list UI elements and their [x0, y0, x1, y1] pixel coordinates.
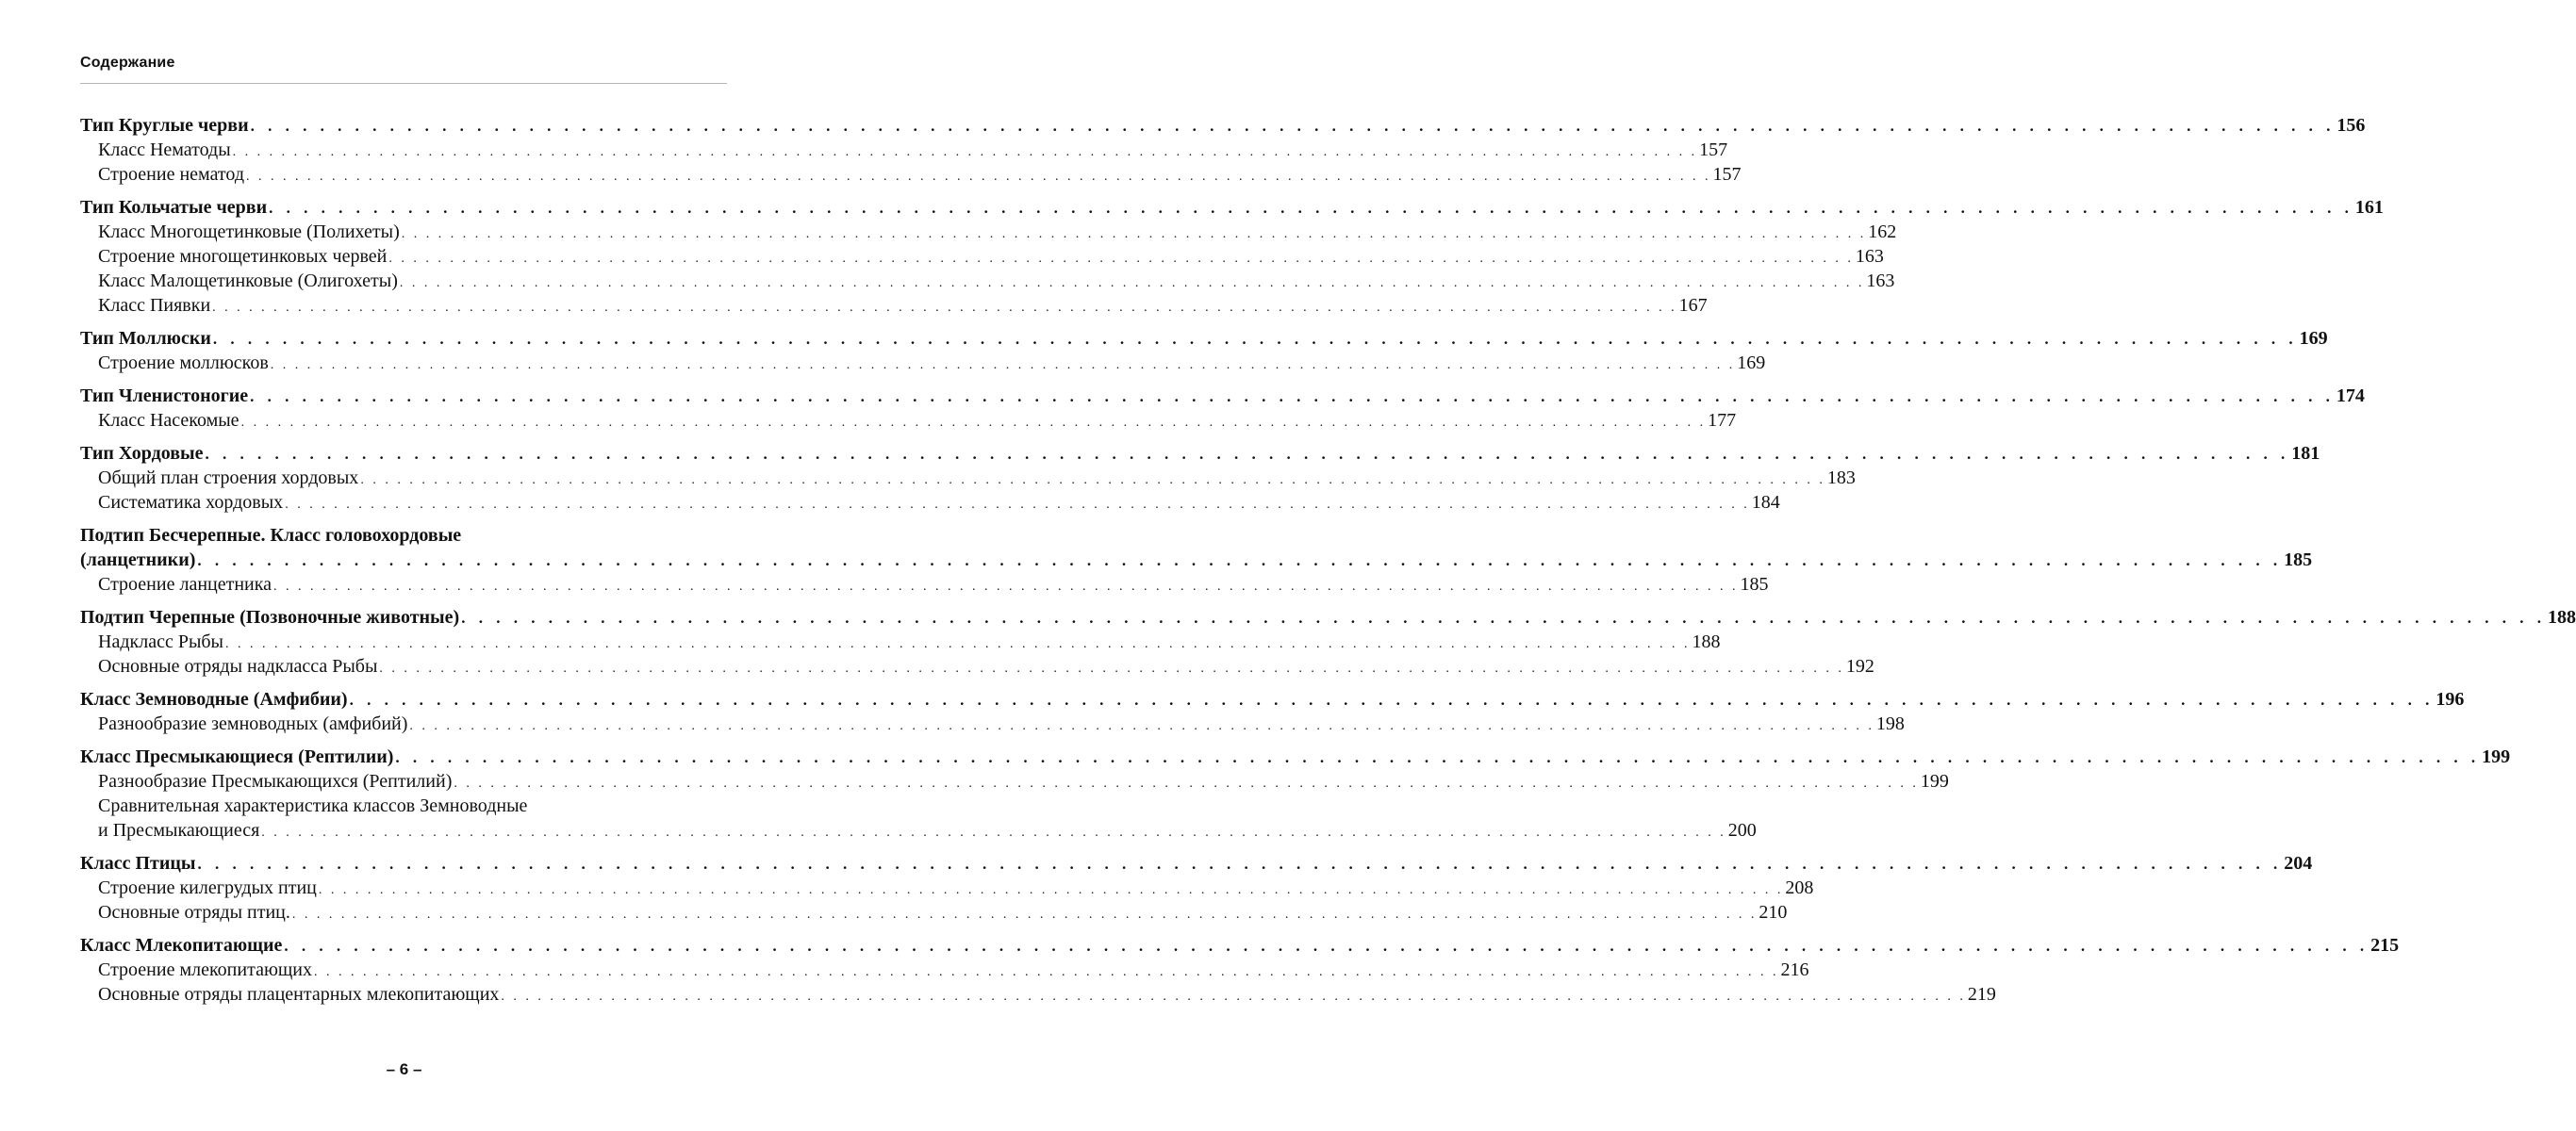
dot-leader: . . . . . . . . . . . . . . . . . . . . . . . . . . . . . . . . . . . . . . . . . . . . . . . . . . . . . . . . . . . . . . . . . . . . . . . . . . . . . . . . . . . . . . . . . . . . . . . . . . . . . . . . . . . . . . . . . . . . . . . .	[261, 826, 1726, 840]
toc-entry-label: Класс Нематоды	[98, 139, 231, 160]
toc-heading-label: Класс Земноводные (Амфибии)	[80, 689, 348, 710]
toc-entry[interactable]	[80, 269, 1895, 293]
dot-leader: . . . . . . . . . . . . . . . . . . . . . . . . . . . . . . . . . . . . . . . . . . . . . . . . . . . . . . . . . . . . . . . . . . . . . . . . . . . . . . . . . . . . . . . . . . . . . . . . . . . . . . . . . . . . . . . . . . . . . . . .	[461, 609, 2546, 627]
toc-entry-label: Класс Насекомые	[98, 410, 239, 431]
toc-heading[interactable]	[80, 195, 2384, 220]
toc-entry-label: Систематика хордовых	[98, 492, 284, 513]
toc-heading-label: Тип Моллюски	[80, 328, 211, 349]
dot-leader: . . . . . . . . . . . . . . . . . . . . . . . . . . . . . . . . . . . . . . . . . . . . . . . . . . . . . . . . . . . . . . . . . . . . . . . . . . . . . . . . . . . . . . . . . . . . . . . . . . . . . . . . . . . . . . . . . . . . . . . .	[409, 719, 1874, 733]
page-ref: 169	[2299, 328, 2328, 349]
toc-section	[80, 933, 2400, 1007]
page-ref: 188	[1692, 631, 1721, 652]
toc-entry[interactable]	[80, 876, 1814, 900]
page-ref: 169	[1737, 352, 1766, 373]
dot-leader: . . . . . . . . . . . . . . . . . . . . . . . . . . . . . . . . . . . . . . . . . . . . . . . . . . . . . . . . . . . . . . . . . . . . . . . . . . . . . . . . . . . . . . . . . . . . . . . . . . . . . . . . . . . . . . . . . . . . . . . .	[388, 252, 1854, 266]
dot-leader: . . . . . . . . . . . . . . . . . . . . . . . . . . . . . . . . . . . . . . . . . . . . . . . . . . . . . . . . . . . . . . . . . . . . . . . . . . . . . . . . . . . . . . . . . . . . . . . . . . . . . . . . . . . . . . . . . . . . . . . .	[314, 965, 1779, 979]
toc-entry-label: Класс Многощетинковые (Полихеты)	[98, 221, 400, 242]
toc-heading-label: Тип Круглые черви	[80, 115, 249, 136]
toc-entry-label: Класс Пиявки	[98, 295, 211, 316]
toc-entry-label: Строение нематод	[98, 164, 244, 185]
toc-section	[80, 605, 2576, 679]
toc-heading[interactable]	[80, 933, 2400, 958]
toc-section	[80, 745, 2511, 843]
toc-section	[80, 523, 2313, 597]
toc-entry[interactable]	[80, 244, 1884, 269]
page-ref: 198	[1875, 713, 1905, 734]
toc-entry-label: Строение моллюсков	[98, 352, 269, 373]
toc-entry-label: Разнообразие земноводных (амфибий)	[98, 713, 408, 734]
toc-heading[interactable]	[80, 113, 2366, 138]
toc-entry[interactable]	[80, 490, 1780, 515]
dot-leader: . . . . . . . . . . . . . . . . . . . . . . . . . . . . . . . . . . . . . . . . . . . . . . . . . . . . . . . . . . . . . . . . . . . . . . . . . . . . . . . . . . . . . . . . . . . . . . . . . . . . . . . . . . . . . . . . . . . . . . . .	[232, 145, 1698, 159]
toc-heading[interactable]	[80, 548, 2313, 572]
toc-entry-label: Разнообразие Пресмыкающихся (Рептилий)	[98, 771, 453, 792]
toc-entry-line: Сравнительная характеристика классов Земноводные	[98, 795, 528, 816]
toc-entry-label: и Пресмыкающиеся	[98, 820, 260, 841]
dot-leader: . . . . . . . . . . . . . . . . . . . . . . . . . . . . . . . . . . . . . . . . . . . . . . . . . . . . . . . . . . . . . . . . . . . . . . . . . . . . . . . . . . . . . . . . . . . . . . . . . . . . . . . . . . . . . . . . . . . . . . . .	[349, 691, 2435, 709]
dot-leader: . . . . . . . . . . . . . . . . . . . . . . . . . . . . . . . . . . . . . . . . . . . . . . . . . . . . . . . . . . . . . . . . . . . . . . . . . . . . . . . . . . . . . . . . . . . . . . . . . . . . . . . . . . . . . . . . . . . . . . . .	[250, 117, 2336, 135]
toc-entry-label: Строение килегрудых птиц	[98, 877, 317, 898]
toc-heading-label: Класс Птицы	[80, 853, 196, 874]
dot-leader: . . . . . . . . . . . . . . . . . . . . . . . . . . . . . . . . . . . . . . . . . . . . . . . . . . . . . . . . . . . . . . . . . . . . . . . . . . . . . . . . . . . . . . . . . . . . . . . . . . . . . . . . . . . . . . . . . . . . . . . .	[284, 937, 2370, 955]
page-ref: 163	[1855, 246, 1884, 267]
toc-heading[interactable]	[80, 384, 2365, 408]
page-ref: 174	[2336, 385, 2365, 406]
running-header: Содержание	[80, 55, 175, 71]
page-ref: 156	[2337, 115, 2366, 136]
toc-heading-label: Класс Пресмыкающиеся (Рептилии)	[80, 746, 394, 767]
toc-heading-label: Тип Кольчатые черви	[80, 197, 268, 218]
page-ref: 196	[2436, 689, 2465, 710]
header-rule	[80, 83, 727, 84]
toc-entry-label: Строение многощетинковых червей	[98, 246, 388, 267]
dot-leader: . . . . . . . . . . . . . . . . . . . . . . . . . . . . . . . . . . . . . . . . . . . . . . . . . . . . . . . . . . . . . . . . . . . . . . . . . . . . . . . . . . . . . . . . . . . . . . . . . . . . . . . . . . . . . . . . . . . . . . . .	[401, 227, 1867, 241]
page-ref: 185	[2284, 549, 2313, 570]
dot-leader: . . . . . . . . . . . . . . . . . . . . . . . . . . . . . . . . . . . . . . . . . . . . . . . . . . . . . . . . . . . . . . . . . . . . . . . . . . . . . . . . . . . . . . . . . . . . . . . . . . . . . . . . . . . . . . . . . . . . . . . .	[246, 170, 1711, 184]
toc-entry[interactable]	[80, 958, 1809, 982]
dot-leader: . . . . . . . . . . . . . . . . . . . . . . . . . . . . . . . . . . . . . . . . . . . . . . . . . . . . . . . . . . . . . . . . . . . . . . . . . . . . . . . . . . . . . . . . . . . . . . . . . . . . . . . . . . . . . . . . . . . . . . . .	[240, 416, 1707, 430]
page-ref: 183	[1826, 467, 1856, 488]
toc-heading-label: Класс Млекопитающие	[80, 935, 283, 956]
toc-entry[interactable]	[80, 900, 1788, 925]
toc-entry[interactable]	[80, 162, 1742, 187]
page-ref: 157	[1699, 139, 1728, 160]
toc-heading-label: Тип Членистоногие	[80, 385, 249, 406]
toc-entry[interactable]	[80, 351, 1766, 375]
toc-entry[interactable]	[80, 138, 1728, 162]
toc-entry[interactable]	[80, 982, 1996, 1007]
toc-entry-label: Основные отряды надкласса Рыбы	[98, 656, 378, 677]
dot-leader: . . . . . . . . . . . . . . . . . . . . . . . . . . . . . . . . . . . . . . . . . . . . . . . . . . . . . . . . . . . . . . . . . . . . . . . . . . . . . . . . . . . . . . . . . . . . . . . . . . . . . . . . . . . . . . . . . . . . . . . .	[270, 358, 1736, 372]
toc-heading[interactable]	[80, 441, 2320, 466]
page-ref: 163	[1866, 270, 1895, 291]
toc-heading[interactable]	[80, 605, 2576, 630]
page-ref: 188	[2547, 607, 2576, 628]
dot-leader: . . . . . . . . . . . . . . . . . . . . . . . . . . . . . . . . . . . . . . . . . . . . . . . . . . . . . . . . . . . . . . . . . . . . . . . . . . . . . . . . . . . . . . . . . . . . . . . . . . . . . . . . . . . . . . . . . . . . . . . .	[205, 445, 2290, 463]
page-ref: 161	[2354, 197, 2384, 218]
table-of-contents	[80, 113, 2576, 1015]
toc-entry[interactable]	[80, 712, 1905, 736]
toc-entry[interactable]	[80, 654, 1874, 679]
toc-section	[80, 441, 2320, 515]
dot-leader: . . . . . . . . . . . . . . . . . . . . . . . . . . . . . . . . . . . . . . . . . . . . . . . . . . . . . . . . . . . . . . . . . . . . . . . . . . . . . . . . . . . . . . . . . . . . . . . . . . . . . . . . . . . . . . . . . . . . . . . .	[273, 580, 1739, 594]
toc-section	[80, 195, 2384, 318]
dot-leader: . . . . . . . . . . . . . . . . . . . . . . . . . . . . . . . . . . . . . . . . . . . . . . . . . . . . . . . . . . . . . . . . . . . . . . . . . . . . . . . . . . . . . . . . . . . . . . . . . . . . . . . . . . . . . . . . . . . . . . . .	[250, 387, 2335, 405]
toc-entry[interactable]	[80, 220, 1897, 244]
toc-entry[interactable]	[80, 572, 1769, 597]
dot-leader: . . . . . . . . . . . . . . . . . . . . . . . . . . . . . . . . . . . . . . . . . . . . . . . . . . . . . . . . . . . . . . . . . . . . . . . . . . . . . . . . . . . . . . . . . . . . . . . . . . . . . . . . . . . . . . . . . . . . . . . .	[212, 330, 2298, 348]
toc-heading[interactable]	[80, 745, 2511, 769]
toc-entry-label: Надкласс Рыбы	[98, 631, 223, 652]
page-ref: 192	[1845, 656, 1874, 677]
page-ref: 181	[2291, 443, 2320, 464]
page-ref: 200	[1727, 820, 1757, 841]
toc-heading-line: Подтип Бесчерепные. Класс головохордовые	[80, 525, 462, 546]
toc-entry[interactable]	[80, 769, 1949, 794]
page-ref: 157	[1712, 164, 1742, 185]
page-number: – 6 –	[386, 1060, 422, 1078]
page-ref: 167	[1678, 295, 1708, 316]
toc-entry[interactable]	[80, 293, 1708, 318]
page-ref: 184	[1751, 492, 1780, 513]
dot-leader: . . . . . . . . . . . . . . . . . . . . . . . . . . . . . . . . . . . . . . . . . . . . . . . . . . . . . . . . . . . . . . . . . . . . . . . . . . . . . . . . . . . . . . . . . . . . . . . . . . . . . . . . . . . . . . . . . . . . . . . .	[197, 551, 2283, 569]
page-ref: 215	[2370, 935, 2400, 956]
page-ref: 204	[2284, 853, 2313, 874]
toc-heading-label: Подтип Черепные (Позвоночные животные)	[80, 607, 460, 628]
dot-leader: . . . . . . . . . . . . . . . . . . . . . . . . . . . . . . . . . . . . . . . . . . . . . . . . . . . . . . . . . . . . . . . . . . . . . . . . . . . . . . . . . . . . . . . . . . . . . . . . . . . . . . . . . . . . . . . . . . . . . . . .	[285, 498, 1750, 512]
page-ref: 177	[1708, 410, 1737, 431]
toc-entry-label: Класс Малощетинковые (Олигохеты)	[98, 270, 398, 291]
toc-entry[interactable]	[80, 408, 1737, 433]
page-ref: 208	[1785, 877, 1814, 898]
toc-heading[interactable]	[80, 851, 2313, 876]
toc-section	[80, 687, 2465, 736]
toc-section	[80, 326, 2328, 375]
dot-leader: . . . . . . . . . . . . . . . . . . . . . . . . . . . . . . . . . . . . . . . . . . . . . . . . . . . . . . . . . . . . . . . . . . . . . . . . . . . . . . . . . . . . . . . . . . . . . . . . . . . . . . . . . . . . . . . . . . . . . . . .	[318, 883, 1784, 897]
toc-entry[interactable]	[80, 466, 1856, 490]
dot-leader: . . . . . . . . . . . . . . . . . . . . . . . . . . . . . . . . . . . . . . . . . . . . . . . . . . . . . . . . . . . . . . . . . . . . . . . . . . . . . . . . . . . . . . . . . . . . . . . . . . . . . . . . . . . . . . . . . . . . . . . .	[212, 301, 1677, 315]
toc-entry-label: Общий план строения хордовых	[98, 467, 359, 488]
toc-entry[interactable]	[80, 818, 1757, 843]
dot-leader: . . . . . . . . . . . . . . . . . . . . . . . . . . . . . . . . . . . . . . . . . . . . . . . . . . . . . . . . . . . . . . . . . . . . . . . . . . . . . . . . . . . . . . . . . . . . . . . . . . . . . . . . . . . . . . . . . . . . . . . .	[269, 199, 2353, 217]
page-ref: 162	[1868, 221, 1897, 242]
dot-leader: . . . . . . . . . . . . . . . . . . . . . . . . . . . . . . . . . . . . . . . . . . . . . . . . . . . . . . . . . . . . . . . . . . . . . . . . . . . . . . . . . . . . . . . . . . . . . . . . . . . . . . . . . . . . . . . . . . . . . . . .	[501, 990, 1966, 1004]
toc-heading-label: (ланцетники)	[80, 549, 196, 570]
toc-heading[interactable]	[80, 687, 2465, 712]
page-ref: 199	[1920, 771, 1949, 792]
page-ref: 185	[1740, 574, 1769, 595]
page-ref: 199	[2482, 746, 2511, 767]
dot-leader: . . . . . . . . . . . . . . . . . . . . . . . . . . . . . . . . . . . . . . . . . . . . . . . . . . . . . . . . . . . . . . . . . . . . . . . . . . . . . . . . . . . . . . . . . . . . . . . . . . . . . . . . . . . . . . . . . . . . . . . .	[197, 855, 2283, 873]
toc-entry-label: Строение млекопитающих	[98, 959, 312, 980]
toc-heading-label: Тип Хордовые	[80, 443, 204, 464]
toc-entry-label: Основные отряды плацентарных млекопитающих	[98, 984, 500, 1005]
toc-heading[interactable]	[80, 326, 2328, 351]
dot-leader: . . . . . . . . . . . . . . . . . . . . . . . . . . . . . . . . . . . . . . . . . . . . . . . . . . . . . . . . . . . . . . . . . . . . . . . . . . . . . . . . . . . . . . . . . . . . . . . . . . . . . . . . . . . . . . . . . . . . . . . .	[360, 473, 1825, 487]
dot-leader: . . . . . . . . . . . . . . . . . . . . . . . . . . . . . . . . . . . . . . . . . . . . . . . . . . . . . . . . . . . . . . . . . . . . . . . . . . . . . . . . . . . . . . . . . . . . . . . . . . . . . . . . . . . . . . . . . . . . . . . .	[454, 777, 1919, 791]
toc-section	[80, 851, 2313, 925]
toc-section	[80, 113, 2366, 187]
dot-leader: . . . . . . . . . . . . . . . . . . . . . . . . . . . . . . . . . . . . . . . . . . . . . . . . . . . . . . . . . . . . . . . . . . . . . . . . . . . . . . . . . . . . . . . . . . . . . . . . . . . . . . . . . . . . . . . . . . . . . . . .	[379, 662, 1844, 676]
page-ref: 216	[1780, 959, 1809, 980]
page-ref: 210	[1759, 902, 1788, 923]
toc-entry-label: Строение ланцетника	[98, 574, 272, 595]
dot-leader: . . . . . . . . . . . . . . . . . . . . . . . . . . . . . . . . . . . . . . . . . . . . . . . . . . . . . . . . . . . . . . . . . . . . . . . . . . . . . . . . . . . . . . . . . . . . . . . . . . . . . . . . . . . . . . . . . . . . . . . .	[225, 637, 1691, 651]
dot-leader: . . . . . . . . . . . . . . . . . . . . . . . . . . . . . . . . . . . . . . . . . . . . . . . . . . . . . . . . . . . . . . . . . . . . . . . . . . . . . . . . . . . . . . . . . . . . . . . . . . . . . . . . . . . . . . . . . . . . . . . .	[291, 908, 1758, 922]
dot-leader: . . . . . . . . . . . . . . . . . . . . . . . . . . . . . . . . . . . . . . . . . . . . . . . . . . . . . . . . . . . . . . . . . . . . . . . . . . . . . . . . . . . . . . . . . . . . . . . . . . . . . . . . . . . . . . . . . . . . . . . .	[395, 748, 2481, 766]
dot-leader: . . . . . . . . . . . . . . . . . . . . . . . . . . . . . . . . . . . . . . . . . . . . . . . . . . . . . . . . . . . . . . . . . . . . . . . . . . . . . . . . . . . . . . . . . . . . . . . . . . . . . . . . . . . . . . . . . . . . . . . .	[399, 276, 1865, 290]
page-ref: 219	[1967, 984, 1996, 1005]
toc-section	[80, 384, 2365, 433]
toc-entry[interactable]	[80, 630, 1721, 654]
toc-entry-label: Основные отряды птиц.	[98, 902, 290, 923]
